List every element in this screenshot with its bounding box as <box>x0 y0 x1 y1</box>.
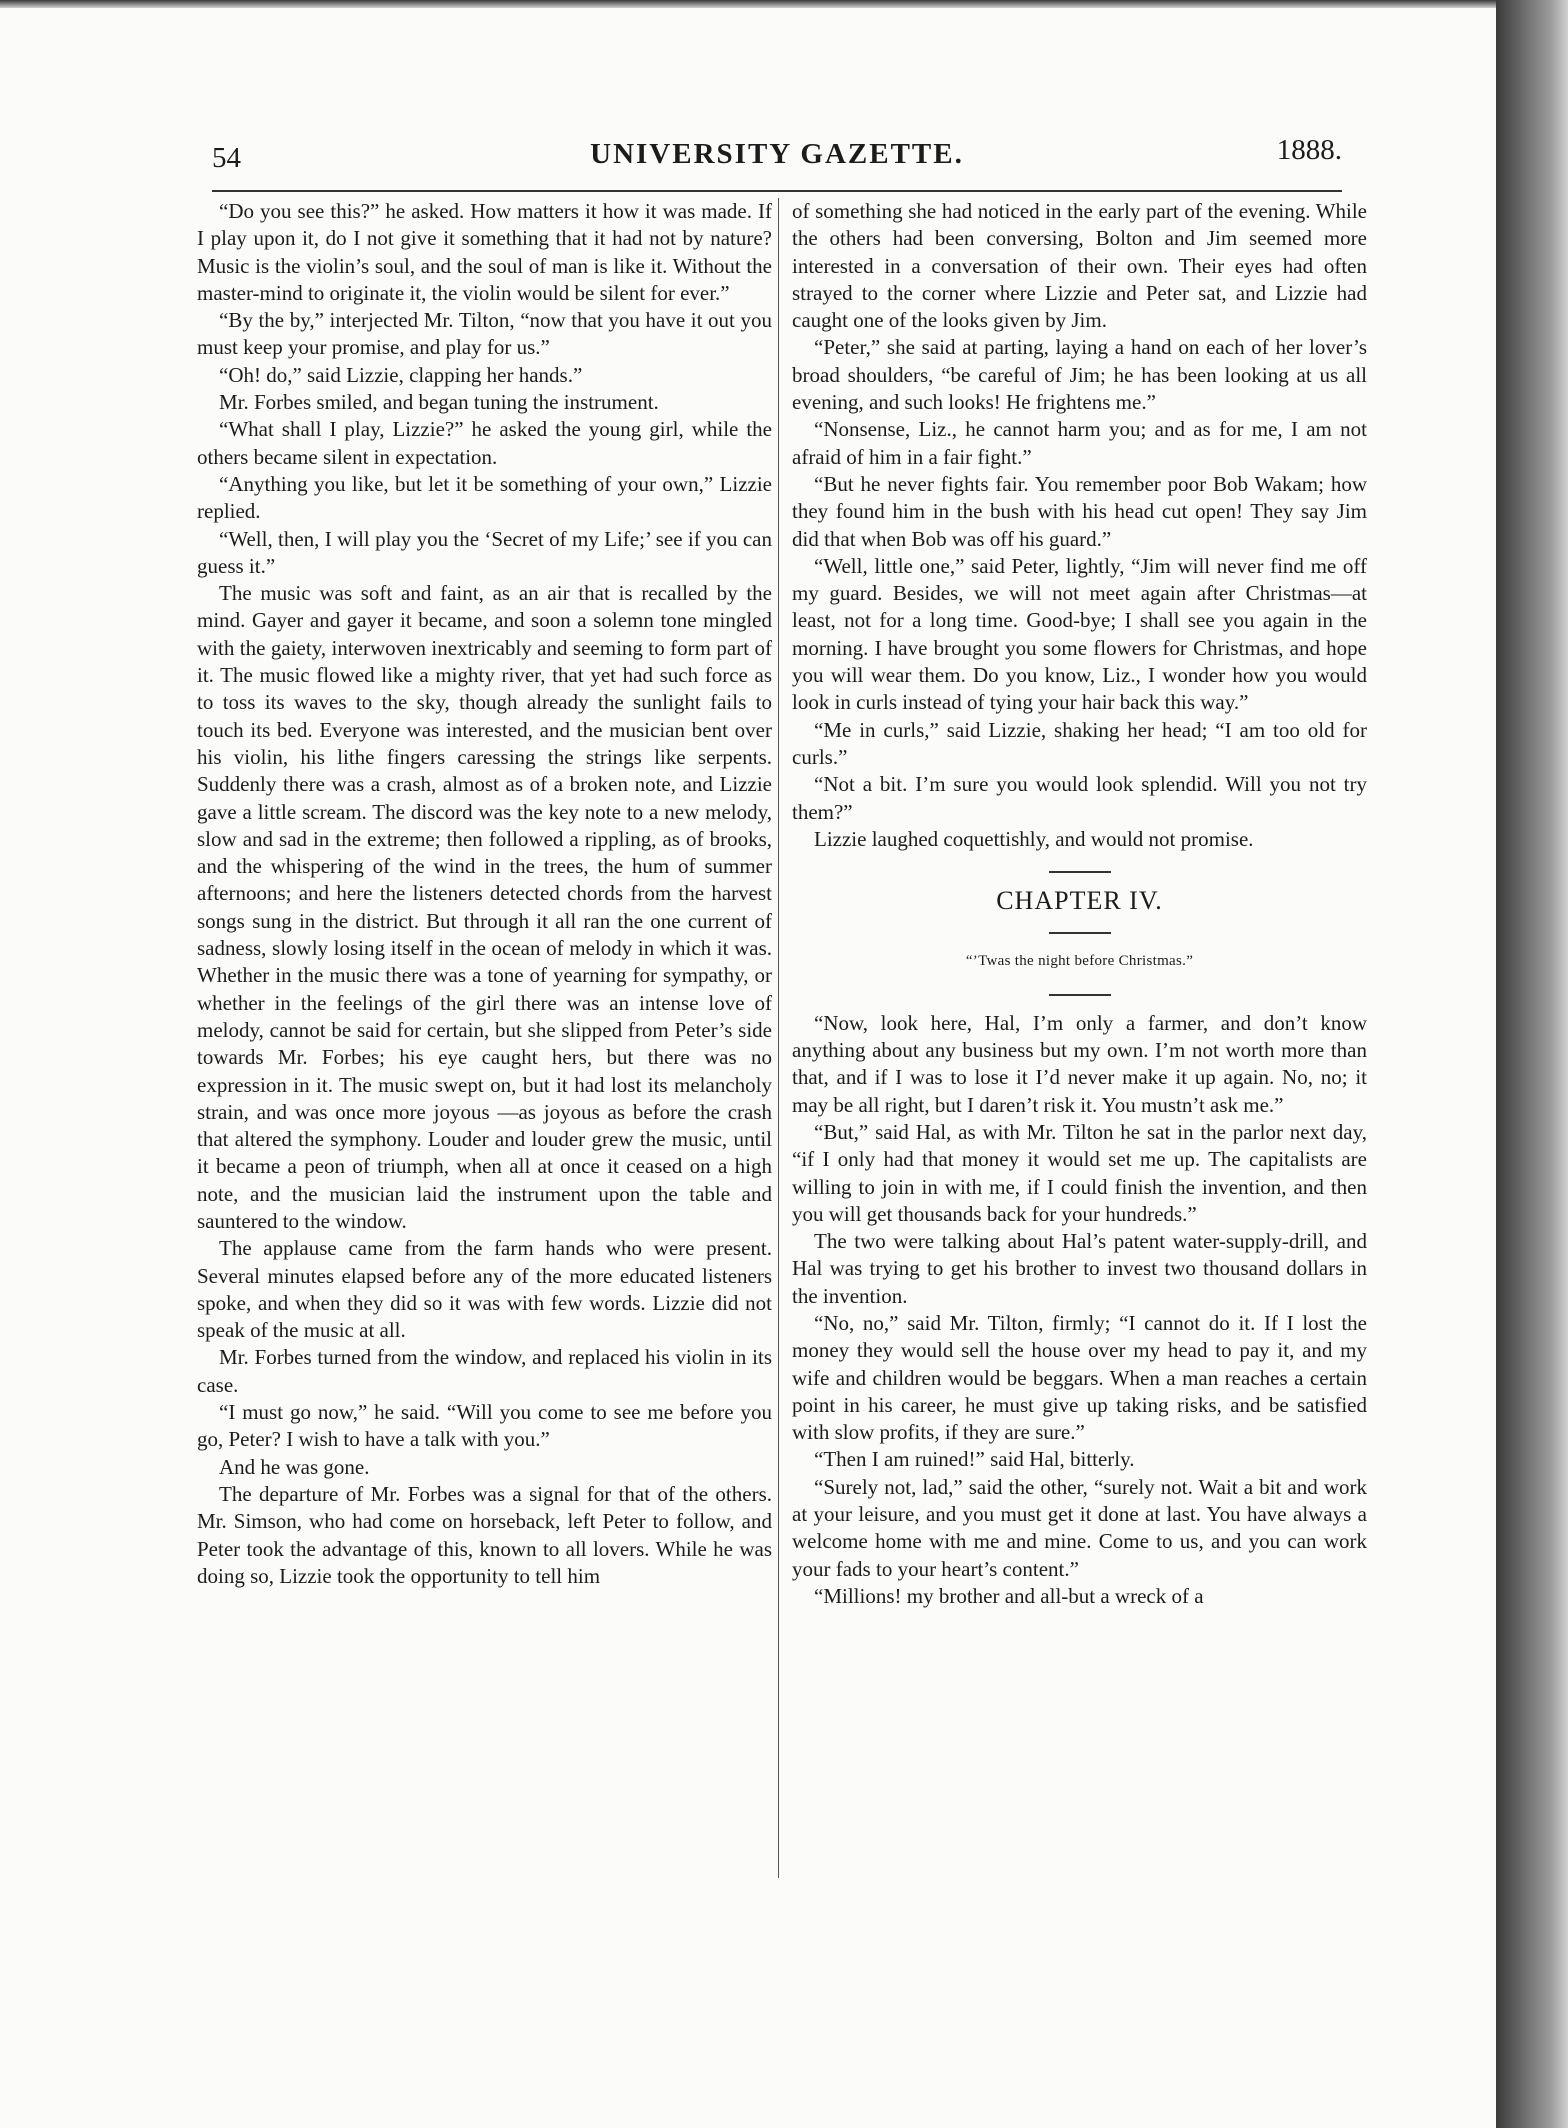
paragraph: “But he never fights fair. You remember poor Bob Wakam; how they found him in the bush with his head cut open! They say Jim did that when Bob was off his guard.” <box>792 471 1367 551</box>
chapter-rule-middle <box>1049 932 1111 934</box>
paragraph: Mr. Forbes smiled, and began tuning the instrument. <box>219 390 659 415</box>
paragraph: “Millions! my brother and all-but a wreck of a <box>814 1583 1204 1608</box>
paragraph: “Do you see this?” he asked. How matters it how it was made. If I play upon it, do I not give it something that it had not by nature? Music is the violin’s soul, and the soul of man is like it. Without the master-mind to originate it, the violin would be silent for ever.” <box>197 199 772 305</box>
paragraph: “Surely not, lad,” said the other, “surely not. Wait a bit and work at your leisure, and you must get it done at last. You have always a welcome home with me and mine. Come to us, and you can work your fads to your heart’s content.” <box>792 1474 1367 1581</box>
paragraph: Lizzie laughed coquettishly, and would not promise. <box>814 826 1254 851</box>
scan-top-edge <box>0 0 1496 8</box>
paragraph: “I must go now,” he said. “Will you come to see me before you go, Peter? I wish to have a talk with you.” <box>197 1400 772 1452</box>
paragraph: “Well, then, I will play you the ‘Secret of my Life;’ see if you can guess it.” <box>197 526 772 578</box>
right-column-bottom-text <box>792 1010 1367 1611</box>
chapter-rule-top <box>1049 871 1111 873</box>
paragraph: “What shall I play, Lizzie?” he asked the young girl, while the others became silent in expectation. <box>197 417 772 469</box>
paragraph: Mr. Forbes turned from the window, and replaced his violin in its case. <box>197 1345 772 1397</box>
scan-right-edge <box>1496 0 1568 2128</box>
paragraph: “Now, look here, Hal, I’m only a farmer, and don’t know anything about any business but my own. I’m not worth more than that, and if I was to lose it I’d never make it up again. No, no; it may be all right, but I daren’t risk it. You mustn’t ask me.” <box>792 1010 1367 1117</box>
publication-title: UNIVERSITY GAZETTE. <box>590 138 964 170</box>
header-rule <box>212 190 1342 192</box>
chapter-title: CHAPTER IV. <box>996 886 1163 916</box>
paragraph: “Not a bit. I’m sure you would look splendid. Will you not try them?” <box>792 772 1367 824</box>
page-number: 54 <box>212 142 241 174</box>
chapter-rule-bottom <box>1049 994 1111 996</box>
paragraph: The music was soft and faint, as an air that is recalled by the mind. Gayer and gayer it became, and soon a solemn tone mingled with the gaiety, interwoven inextricably and seeming to form part of it. The music flowed like a mighty river, that yet had such force as to toss its waves to the sky, though already the sunlight fails to touch its bed. Everyone was interested, and the musician bent over his violin, his lithe fingers caressing the strings like serpents. Suddenly there was a crash, almost as of a broken note, and Lizzie gave a little scream. The discord was the key note to a new melody, slow and sad in the extreme; then followed a rippling, as of brooks, and the whispering of the wind in the trees, the hum of summer afternoons; and here the listeners detected chords from the harvest songs sung in the district. But through it all ran the one current of sadness, slowly losing itself in the ocean of melody in which it was. Whether in the music there was a tone of yearning for sympathy, or whether in the feelings of the girl there was an intense love of melody, cannot be said for certain, but she slipped from Peter’s side towards Mr. Forbes; his eye caught hers, but there was no expression in it. The music swept on, but it had lost its melancholy strain, and was once more joyous —as joyous as before the crash that altered the symphony. Louder and louder grew the music, until it became a peon of triumph, when all at once it ceased on a high note, and the musician laid the instrument upon the table and sauntered to the window. <box>197 581 772 1233</box>
paragraph: The departure of Mr. Forbes was a signal for that of the others. Mr. Simson, who had come on horseback, left Peter to follow, and Peter took the advantage of this, known to all lovers. While he was doing so, Lizzie took the opportunity to tell him <box>197 1481 772 1588</box>
paragraph: The two were talking about Hal’s patent water-supply-drill, and Hal was trying to get his brother to invest two thousand dollars in the invention. <box>792 1229 1367 1308</box>
paragraph: “Me in curls,” said Lizzie, shaking her head; “I am too old for curls.” <box>792 717 1367 769</box>
paragraph: “But,” said Hal, as with Mr. Tilton he sat in the parlor next day, “if I only had that money it would set me up. The capitalists are willing to join in with me, if I could finish the invention, and then you will get thousands back for your hundreds.” <box>792 1119 1367 1226</box>
left-column <box>197 198 772 1590</box>
page-header <box>212 134 1342 178</box>
paragraph: of something she had noticed in the early part of the evening. While the others had been conversing, Bolton and Jim seemed more interested in a conversation of their own. Their eyes had often strayed to the corner where Lizzie and Peter sat, and Lizzie had caught one of the looks given by Jim. <box>792 199 1367 333</box>
right-column <box>792 198 1367 1610</box>
paragraph: “Peter,” she said at parting, laying a hand on each of her lover’s broad shoulders, “be careful of Jim; he has been looking at us all evening, and such looks! He frightens me.” <box>792 335 1367 415</box>
chapter-epigraph: “’Twas the night before Christmas.” <box>965 953 1194 970</box>
paragraph: “By the by,” interjected Mr. Tilton, “now that you have it out you must keep your promise, and play for us.” <box>197 308 772 360</box>
paragraph: “Oh! do,” said Lizzie, clapping her hands.” <box>219 362 583 387</box>
paragraph: “Well, little one,” said Peter, lightly, “Jim will never find me off my guard. Besides, we will not meet again after Christmas—at least, not for a long time. Good-bye; I shall see you again in the morning. I have brought you some flowers for Christmas, and hope you will wear them. Do you know, Liz., I wonder how you would look in curls instead of tying your hair back this way.” <box>792 553 1367 715</box>
paragraph: “No, no,” said Mr. Tilton, firmly; “I cannot do it. If I lost the money they would sell the house over my head to pay it, and my wife and children would be beggars. When a man reaches a certain point in his career, he must give up taking risks, and be satisfied with slow profits, if they are sure.” <box>792 1310 1367 1445</box>
column-divider <box>778 198 779 1878</box>
paragraph: “Then I am ruined!” said Hal, bitterly. <box>814 1447 1135 1472</box>
right-column-top-text <box>792 198 1367 853</box>
paragraph: “Anything you like, but let it be something of your own,” Lizzie replied. <box>197 471 772 524</box>
publication-year: 1888. <box>1276 134 1342 166</box>
paragraph: And he was gone. <box>219 1454 370 1479</box>
paragraph: The applause came from the farm hands who were present. Several minutes elapsed before any of the more educated listeners spoke, and when they did so it was with few words. Lizzie did not speak of the music at all. <box>197 1236 772 1343</box>
paragraph: “Nonsense, Liz., he cannot harm you; and as for me, I am not afraid of him in a fair fight.” <box>792 417 1367 469</box>
